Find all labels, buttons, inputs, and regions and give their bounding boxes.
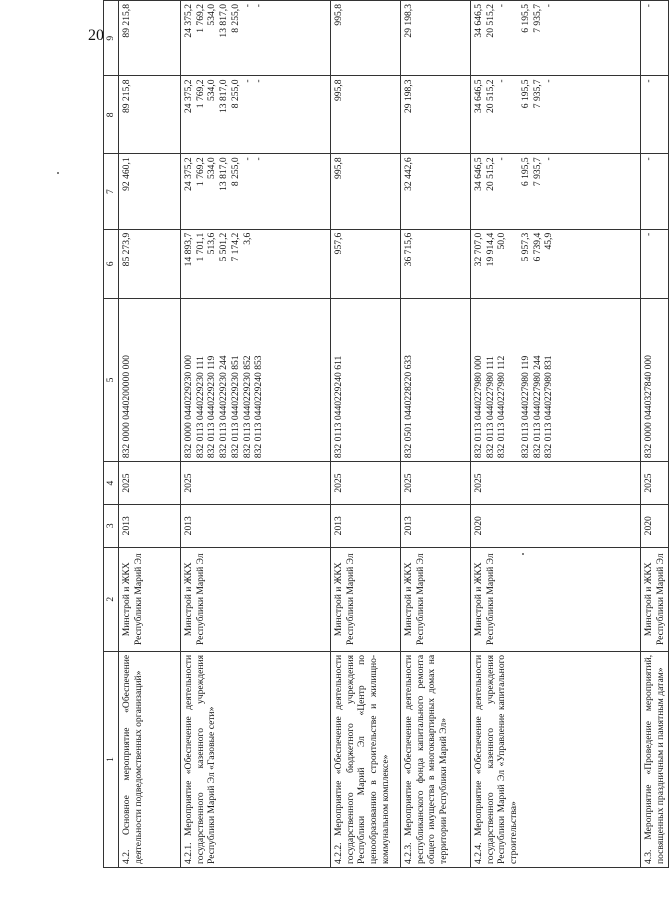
budget-code: 832 0113 0440229230 852 — [241, 355, 253, 459]
amount-cell-c6 — [641, 229, 669, 298]
amount-value: 8 255,0 — [229, 79, 241, 109]
end-year-cell — [471, 462, 641, 505]
amount-value: 50,0 — [496, 232, 508, 250]
amount-value: - — [643, 232, 654, 236]
budget-code: 832 0000 0440327840 000 — [643, 355, 654, 459]
column-number: 6 — [104, 229, 119, 298]
amount-value: 8 255,0 — [229, 157, 241, 187]
start-year-cell — [119, 504, 181, 547]
amount-value: 8 255,0 — [229, 4, 241, 33]
amount-value: 534,0 — [206, 79, 218, 102]
amount-cell-c9 — [641, 1, 669, 76]
budget-code: 832 0113 0440227980 112 — [496, 355, 508, 459]
amount-value — [508, 79, 520, 150]
amount-value: 7 935,7 — [531, 79, 543, 109]
amount-value — [508, 4, 520, 72]
end-year-cell — [641, 462, 669, 505]
amount-value: 85 273,9 — [121, 232, 132, 267]
column-number: 7 — [104, 154, 119, 229]
budget-code: 832 0113 0440229230 111 — [194, 356, 206, 459]
start-year-cell — [401, 504, 471, 547]
amount-value: 6 195,5 — [519, 79, 531, 109]
amount-value: 995,8 — [333, 4, 344, 26]
amount-value: 1 769,2 — [194, 157, 206, 187]
start-year: 2013 — [121, 516, 132, 536]
column-number: 2 — [104, 547, 119, 651]
amount-cell-c7 — [119, 154, 181, 229]
amount-value: 24 375,2 — [183, 4, 194, 38]
end-year-cell — [119, 462, 181, 505]
table-row — [181, 1, 331, 868]
column-number: 5 — [104, 298, 119, 461]
activity-name-cell — [641, 651, 669, 867]
budget-code: 832 0113 0440227980 119 — [519, 355, 531, 459]
amount-value: 7 935,7 — [531, 157, 543, 187]
amount-value: 1 701,1 — [194, 232, 206, 262]
activity-name: 4.2.3. Мероприятие «Обеспечение деятельности республиканского фонда капитального ремонта общего имущества в многоквартирных домах на территории Республики Марий Эл» — [403, 654, 450, 864]
amount-value: - — [253, 4, 265, 8]
amount-value: 19 914,4 — [484, 232, 496, 267]
amount-value: 32 707,0 — [473, 232, 484, 267]
amount-cell-c9 — [119, 1, 181, 76]
end-year: 2025 — [333, 473, 344, 493]
amount-value: 6 195,5 — [519, 4, 531, 33]
end-year: 2025 — [183, 473, 194, 493]
table-row — [401, 1, 471, 868]
amount-cell-c9 — [401, 1, 471, 76]
executor: Минстрой и ЖКХ Республики Марий Эл — [403, 553, 426, 646]
start-year-cell — [641, 504, 669, 547]
start-year: 2020 — [473, 516, 484, 536]
start-year-cell — [471, 504, 641, 547]
start-year: 2020 — [643, 516, 654, 536]
amount-cell-c6 — [331, 229, 401, 298]
column-number: 8 — [104, 76, 119, 154]
budget-code: 832 0501 0440228220 633 — [403, 355, 414, 459]
activity-name-cell — [331, 651, 401, 867]
amount-value: 24 375,2 — [183, 157, 194, 191]
amount-cell-c7 — [331, 154, 401, 229]
activity-name-cell — [119, 651, 181, 867]
amount-value: 957,6 — [333, 232, 344, 255]
budget-code: 832 0113 0440227980 111 — [484, 356, 496, 459]
amount-value: 7 935,7 — [531, 4, 543, 33]
budget-code-cell — [401, 298, 471, 461]
amount-value: 89 215,8 — [121, 4, 132, 38]
amount-value: 13 817,0 — [218, 4, 230, 38]
amount-value: 24 375,2 — [183, 79, 194, 114]
amount-value: - — [241, 79, 253, 83]
amount-value: 5 957,3 — [519, 232, 531, 262]
amount-cell-c8 — [119, 76, 181, 154]
amount-cell-c8 — [471, 76, 641, 154]
amount-value: 1 769,2 — [194, 4, 206, 33]
amount-value: 13 817,0 — [218, 157, 230, 191]
amount-cell-c8 — [331, 76, 401, 154]
amount-value: 32 442,6 — [403, 157, 414, 191]
executor-cell — [181, 547, 331, 651]
amount-value: 29 198,3 — [403, 4, 414, 38]
budget-code — [508, 302, 520, 458]
amount-value: 13 817,0 — [218, 79, 230, 114]
table-row — [331, 1, 401, 868]
budget-code-cell — [119, 298, 181, 461]
amount-value — [253, 233, 265, 295]
executor: Минстрой и ЖКХ Республики Марий Эл — [333, 553, 356, 646]
amount-cell-c8 — [401, 76, 471, 154]
amount-value: 995,8 — [333, 79, 344, 102]
budget-code: 832 0113 0440227980 000 — [473, 355, 484, 459]
end-year: 2025 — [643, 473, 654, 493]
amount-value: 45,9 — [543, 232, 555, 250]
executor-cell — [471, 547, 641, 651]
end-year-cell — [181, 462, 331, 505]
executor-cell — [331, 547, 401, 651]
amount-value: 34 646,5 — [473, 157, 484, 191]
amount-cell-c7 — [401, 154, 471, 229]
budget-code: 832 0113 0440227980 244 — [531, 355, 543, 459]
budget-code: 832 0113 0440229240 611 — [333, 355, 344, 459]
amount-cell-c6 — [401, 229, 471, 298]
activity-name: 4.3. Мероприятие «Проведение мероприятий, посвященных праздничным и памятным датам» — [643, 654, 666, 864]
executor-cell — [401, 547, 471, 651]
amount-value: - — [241, 4, 253, 8]
amount-value: 14 893,7 — [183, 232, 194, 267]
amount-cell-c9 — [331, 1, 401, 76]
program-activities-table — [103, 0, 669, 868]
amount-value: 3,6 — [241, 232, 253, 245]
executor-cell — [641, 547, 669, 651]
start-year-cell — [331, 504, 401, 547]
amount-value: 34 646,5 — [473, 4, 484, 38]
amount-value: - — [253, 79, 265, 83]
page-number: 20 — [88, 27, 104, 44]
amount-value: - — [643, 79, 654, 83]
amount-cell-c7 — [641, 154, 669, 229]
column-number: 3 — [104, 504, 119, 547]
amount-cell-c7 — [471, 154, 641, 229]
amount-value: 6 739,4 — [531, 232, 543, 262]
executor: Минстрой и ЖКХ Республики Марий Эл — [473, 553, 496, 646]
rotated-table-container — [103, 0, 666, 868]
amount-value: 20 515,2 — [484, 4, 496, 38]
activity-name-cell — [181, 651, 331, 867]
amount-value: 534,0 — [206, 157, 218, 179]
amount-value: 534,0 — [206, 4, 218, 26]
budget-code: 832 0113 0440227980 831 — [543, 355, 555, 459]
activity-name-cell — [471, 651, 641, 867]
budget-code: 832 0113 0440229230 119 — [206, 355, 218, 459]
amount-value: - — [496, 79, 508, 83]
amount-value: - — [543, 79, 555, 83]
start-year: 2013 — [333, 516, 344, 536]
column-number: 9 — [104, 1, 119, 76]
end-year: 2025 — [473, 473, 484, 493]
amount-value: 34 646,5 — [473, 79, 484, 114]
amount-cell-c8 — [181, 76, 331, 154]
budget-code-cell — [471, 298, 641, 461]
budget-code: 832 0000 0440229230 000 — [183, 355, 194, 459]
table-row — [471, 1, 641, 868]
amount-value: - — [543, 157, 555, 161]
start-year: 2013 — [183, 516, 194, 536]
amount-value: - — [253, 157, 265, 161]
start-year-cell — [181, 504, 331, 547]
activity-name: 4.2.2. Мероприятие «Обеспечение деятельности государственного бюджетного учреждения Республики Марий Эл «Центр по ценообразованию в строительстве и жилищно-коммунальном комплексе» — [333, 654, 391, 864]
amount-value: - — [496, 157, 508, 161]
scan-speck — [57, 172, 59, 174]
amount-value — [508, 157, 520, 225]
table-row — [641, 1, 669, 868]
executor: Минстрой и ЖКХ Республики Марий Эл — [183, 553, 206, 646]
end-year-cell — [331, 462, 401, 505]
amount-value: 7 174,2 — [229, 232, 241, 262]
amount-value: 513,6 — [206, 232, 218, 255]
amount-value: 36 715,6 — [403, 232, 414, 267]
amount-value: 92 460,1 — [121, 157, 132, 191]
amount-value: 20 515,2 — [484, 79, 496, 114]
amount-cell-c6 — [119, 229, 181, 298]
column-number: 4 — [104, 462, 119, 505]
amount-value: - — [643, 157, 654, 161]
amount-cell-c7 — [181, 154, 331, 229]
budget-code: 832 0113 0440229230 244 — [218, 355, 230, 459]
column-number-row — [104, 1, 119, 868]
amount-value: 5 501,2 — [218, 232, 230, 262]
budget-code-cell — [181, 298, 331, 461]
table-row — [119, 1, 181, 868]
activity-name: 4.2.1. Мероприятие «Обеспечение деятельности государственного казенного учреждения Республики Марий Эл «Газовые сети» — [183, 654, 218, 864]
end-year: 2025 — [403, 473, 414, 493]
scan-speck — [522, 553, 524, 555]
amount-value: 6 195,5 — [519, 157, 531, 187]
executor: Минстрой и ЖКХ Республики Марий Эл — [121, 553, 144, 646]
amount-cell-c6 — [181, 229, 331, 298]
activity-name: 4.2. Основное мероприятие «Обеспечение деятельности подведомственных организаций» — [121, 654, 144, 864]
budget-code-cell — [641, 298, 669, 461]
budget-code-cell — [331, 298, 401, 461]
amount-cell-c9 — [181, 1, 331, 76]
amount-value: - — [241, 157, 253, 161]
end-year: 2025 — [121, 473, 132, 493]
activity-name: 4.2.4. Мероприятие «Обеспечение деятельности государственного казенного учреждения Республики Марий Эл «Управление капитального строительства» — [473, 654, 520, 864]
amount-value — [508, 233, 520, 295]
activity-name-cell — [401, 651, 471, 867]
amount-value: - — [543, 4, 555, 8]
amount-value: 89 215,8 — [121, 79, 132, 114]
amount-value: 20 515,2 — [484, 157, 496, 191]
amount-cell-c9 — [471, 1, 641, 76]
column-number: 1 — [104, 651, 119, 867]
amount-cell-c6 — [471, 229, 641, 298]
amount-value: - — [643, 4, 654, 8]
end-year-cell — [401, 462, 471, 505]
amount-value: 1 769,2 — [194, 79, 206, 109]
budget-code: 832 0113 0440229240 853 — [253, 355, 265, 459]
budget-code: 832 0000 0440200000 000 — [121, 355, 132, 459]
start-year: 2013 — [403, 516, 414, 536]
amount-value: 29 198,3 — [403, 79, 414, 114]
amount-value: - — [496, 4, 508, 8]
amount-value: 995,8 — [333, 157, 344, 179]
budget-code: 832 0113 0440229230 851 — [229, 355, 241, 459]
executor-cell — [119, 547, 181, 651]
executor: Минстрой и ЖКХ Республики Марий Эл — [643, 553, 666, 646]
amount-cell-c8 — [641, 76, 669, 154]
